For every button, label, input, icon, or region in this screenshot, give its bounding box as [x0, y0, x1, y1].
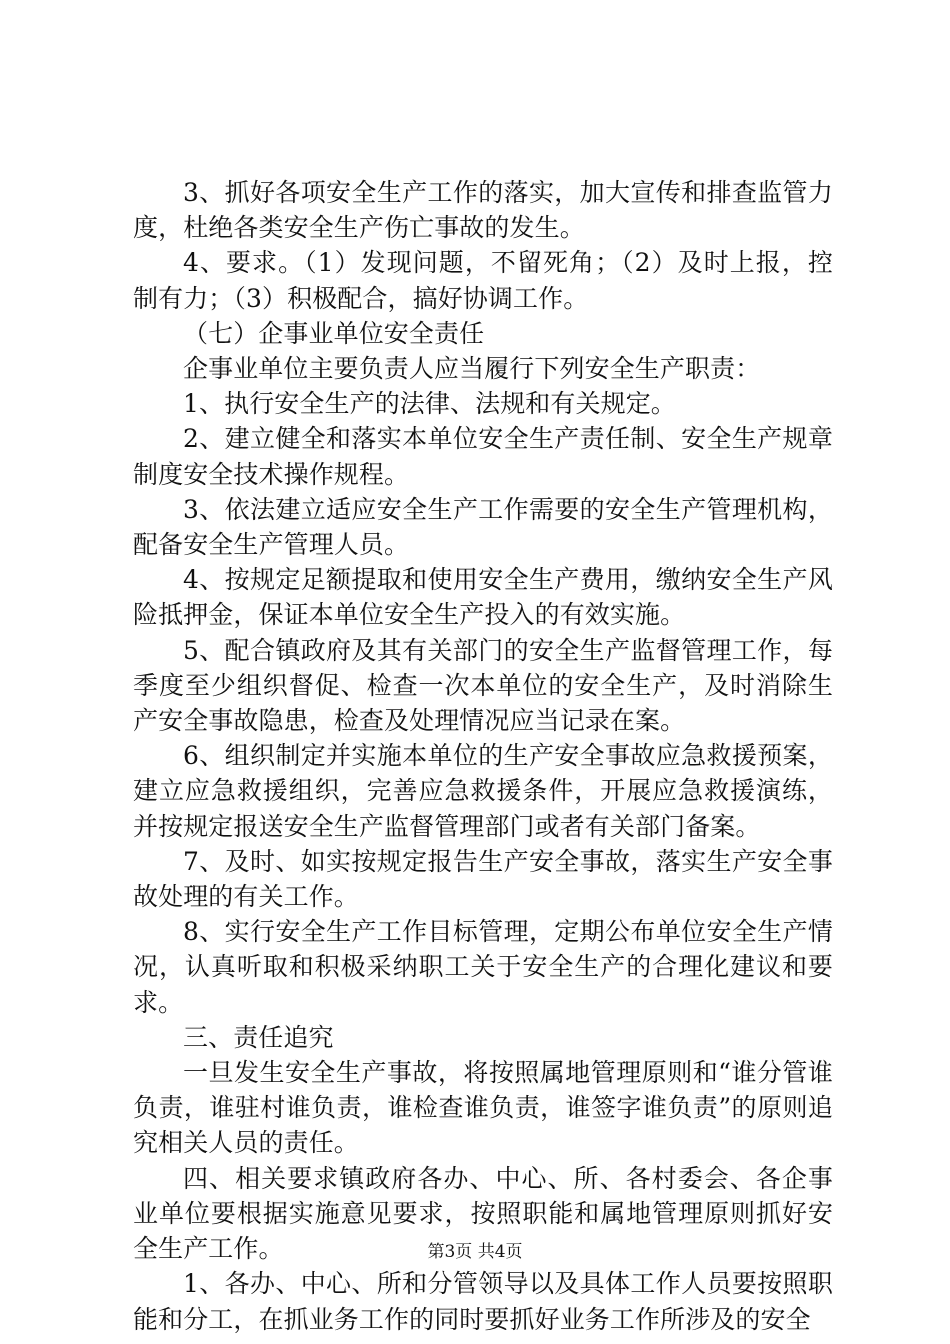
paragraph-5: 2、建立健全和落实本单位安全生产责任制、安全生产规章制度安全技术操作规程。 — [133, 424, 833, 489]
section-heading-7: （七）企事业单位安全责任 — [183, 318, 485, 348]
paragraph-2: 4、要求。（1）发现问题，不留死角；（2）及时上报，控制有力；（3）积极配合，搞好协调工作。 — [133, 248, 833, 313]
section-heading-3: 三、责任追究 — [183, 1022, 334, 1052]
page-footer: 第3页 共4页 — [427, 1242, 523, 1262]
paragraph-13: 1、各办、中心、所和分管领导以及具体工作人员要按照职能和分工，在抓业务工作的同时要抓好业务工作所涉及的安全 — [133, 1269, 833, 1334]
paragraph-11: 8、实行安全生产工作目标管理，定期公布单位安全生产情况，认真听取和积极采纳职工关于安全生产的合理化建议和要求。 — [133, 917, 833, 1017]
section-heading-4: 四、相关要求镇政府各办、中心、所、各村委会、各企事业单位要根据实施意见要求，按照职能和属地管理原则抓好安全生产工作。 — [133, 1163, 833, 1264]
paragraph-8: 5、配合镇政府及其有关部门的安全生产监督管理工作，每季度至少组织督促、检查一次本单位的安全生产，及时消除生产安全事故隐患，检查及处理情况应当记录在案。 — [133, 635, 833, 736]
paragraph-9: 6、组织制定并实施本单位的生产安全事故应急救援预案，建立应急救援组织，完善应急救援条件，开展应急救援演练，并按规定报送安全生产监督管理部门或者有关部门备案。 — [133, 741, 833, 841]
paragraph-3: 企事业单位主要负责人应当履行下列安全生产职责： — [183, 354, 761, 384]
paragraph-6: 3、依法建立适应安全生产工作需要的安全生产管理机构，配备安全生产管理人员。 — [133, 494, 833, 560]
paragraph-12: 一旦发生安全生产事故，将按照属地管理原则和“谁分管谁负责，谁驻村谁负责，谁检查谁负责，谁签字谁负责”的原则追究相关人员的责任。 — [133, 1058, 833, 1158]
document-body — [133, 175, 833, 1337]
paragraph-7: 4、按规定足额提取和使用安全生产费用，缴纳安全生产风险抵押金，保证本单位安全生产投入的有效实施。 — [133, 565, 833, 630]
paragraph-10: 7、及时、如实按规定报告生产安全事故，落实生产安全事故处理的有关工作。 — [133, 846, 833, 912]
paragraph-4: 1、执行安全生产的法律、法规和有关规定。 — [183, 389, 676, 419]
paragraph-1: 3、抓好各项安全生产工作的落实，加大宣传和排查监管力度，杜绝各类安全生产伤亡事故的发生。 — [133, 178, 833, 243]
